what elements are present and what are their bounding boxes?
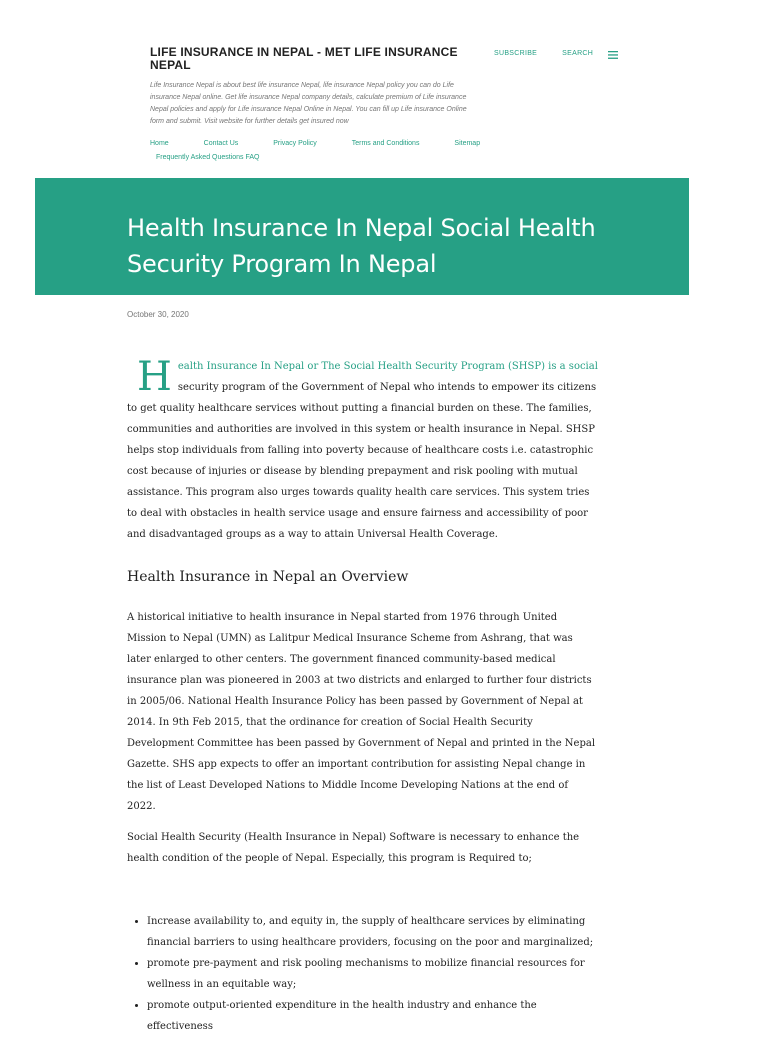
intro-link[interactable]: ealth Insurance In Nepal or The Social Health Security Program (SHSP) is a social: [177, 361, 598, 372]
nav-item-privacy-policy[interactable]: Privacy Policy: [273, 140, 317, 147]
site-header: [150, 46, 480, 128]
overview-paragraph: A historical initiative to health insurance in Nepal started from 1976 through United Mission to Nepal (UMN) as Lalitpur Medical Insurance Scheme from Ashrang, that was later enlarged to other centers. The government financed community-based medical insurance plan was pioneered in 2003 at two districts and enlarged to further four districts in 2005/06. National Health Insurance Policy has been passed by Government of Nepal at 2014. In 9th Feb 2015, that the ordinance for creation of Social Health Security Development Committee has been passed by Government of Nepal and printed in the Nepal Gazette. SHS app expects to offer an important contribution for assisting Nepal change in the list of Least Developed Nations to Middle Income Developing Nations at the end of 2022.: [127, 612, 596, 812]
list-item: • promote pre-payment and risk pooling mechanisms to mobilize financial resources for wellness in an equitable way;: [147, 953, 599, 995]
list-item: • Increase availability to, and equity in, the supply of healthcare services by eliminating financial barriers to using healthcare providers, focusing on the poor and marginalized;: [147, 911, 599, 953]
nav-item-home[interactable]: Home: [150, 140, 169, 147]
top-actions: [494, 50, 618, 57]
list-item: • promote output-oriented expenditure in the health industry and enhance the effectiveness: [147, 995, 599, 1037]
main-nav: [150, 137, 510, 165]
nav-item-sitemap[interactable]: Sitemap: [454, 140, 481, 147]
section-heading: Health Insurance in Nepal an Overview: [127, 569, 409, 585]
site-description: Life Insurance Nepal is about best life insurance Nepal, life insurance Nepal policy you can do Life insurance Nepal online. Get life insurance Nepal company details, calculate premium of Life insurance Nepal policies and apply for Life insurance Nepal Online in Nepal. You can fill up Life insurance Online form and submit. Visit website for further details get insured now: [150, 82, 467, 125]
requirements-paragraph: Social Health Security (Health Insurance in Nepal) Software is necessary to enhance the health condition of the people of Nepal. Especially, this program is Required to;: [127, 832, 580, 864]
requirements-list: [127, 911, 599, 1037]
nav-item-contact-us[interactable]: Contact Us: [203, 140, 239, 147]
post-title: Health Insurance In Nepal Social Health Security Program In Nepal: [127, 214, 596, 278]
subscribe-button[interactable]: SUBSCRIBE: [494, 50, 538, 57]
nav-item-faq[interactable]: Frequently Asked Questions FAQ: [156, 154, 260, 161]
drop-cap: H: [137, 354, 172, 400]
hamburger-menu-icon[interactable]: [608, 51, 618, 59]
intro-paragraph: [127, 356, 599, 545]
search-button[interactable]: SEARCH: [562, 50, 594, 57]
nav-item-terms-and-conditions[interactable]: Terms and Conditions: [351, 140, 420, 147]
site-title[interactable]: LIFE INSURANCE IN NEPAL - MET LIFE INSURANCE NEPAL: [150, 45, 458, 72]
post-title-banner: [35, 178, 689, 295]
intro-text: security program of the Government of Nepal who intends to empower its citizens to get quality healthcare services without putting a financial burden on these. The families, communities and authorities are involved in this system or health insurance in Nepal. SHSP helps stop individuals from falling into poverty because of healthcare costs i.e. catastrophic cost because of injuries or disease by blending prepayment and risk pooling with mutual assistance. This program also urges towards quality health care services. This system tries to deal with obstacles in health service usage and ensure fairness and accessibility of poor and disadvantaged groups as a way to attain Universal Health Coverage.: [127, 382, 597, 540]
post-date: October 30, 2020: [127, 310, 189, 319]
post-body: [127, 356, 599, 1037]
